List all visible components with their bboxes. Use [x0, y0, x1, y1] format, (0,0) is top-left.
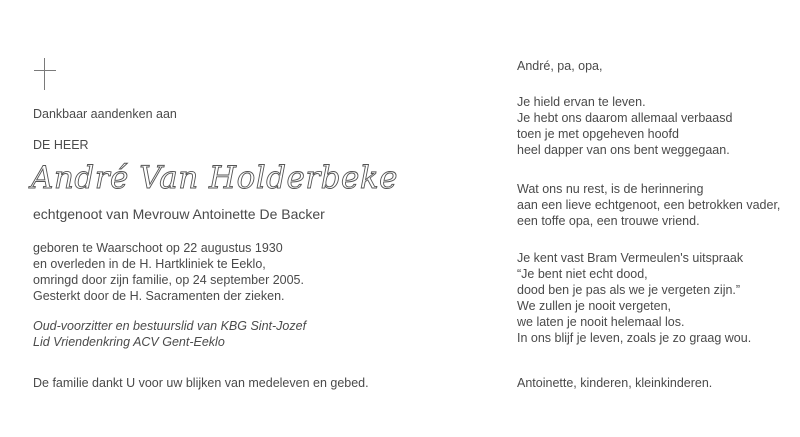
poem-line: dood ben je pas als we je vergeten zijn.”: [517, 283, 741, 297]
salutation-text: André, pa, opa,: [517, 59, 603, 73]
poem-line: “Je bent niet echt dood,: [517, 267, 648, 281]
poem-line: Je hebt ons daarom allemaal verbaasd: [517, 111, 733, 125]
poem-line: We zullen je nooit vergeten,: [517, 299, 672, 313]
poem-line: we laten je nooit helemaal los.: [517, 315, 685, 329]
poem-stanza-1: [517, 94, 732, 158]
bio-line: en overleden in de H. Hartkliniek te Eeklo,: [33, 257, 266, 271]
poem-line: aan een lieve echtgenoot, een betrokken vader,: [517, 198, 781, 212]
poem-stanza-2: [517, 181, 780, 229]
poem-line: Je kent vast Bram Vermeulen's uitspraak: [517, 251, 744, 265]
intro-text: Dankbaar aandenken aan: [33, 107, 177, 121]
role-line: Lid Vriendenkring ACV Gent-Eeklo: [33, 335, 225, 349]
cross-icon: [34, 58, 56, 90]
role-line: Oud-voorzitter en bestuurslid van KBG Sint-Jozef: [33, 319, 307, 333]
title-text: DE HEER: [33, 138, 89, 152]
poem-line: In ons blijf je leven, zoals je zo graag wou.: [517, 331, 752, 345]
poem-line: een toffe opa, een trouwe vriend.: [517, 214, 700, 228]
roles-block: [33, 318, 306, 350]
deceased-name: André Van Holderbeke: [31, 160, 398, 196]
thanks-text: De familie dankt U voor uw blijken van medeleven en gebed.: [33, 376, 369, 390]
signature-text: Antoinette, kinderen, kleinkinderen.: [517, 376, 713, 390]
spouse-text: echtgenoot van Mevrouw Antoinette De Backer: [33, 206, 325, 222]
bio-block: [33, 240, 304, 304]
poem-stanza-3: [517, 250, 751, 346]
poem-line: toen je met opgeheven hoofd: [517, 127, 679, 141]
poem-line: Wat ons nu rest, is de herinnering: [517, 182, 704, 196]
bio-line: geboren te Waarschoot op 22 augustus 1930: [33, 241, 283, 255]
poem-line: Je hield ervan te leven.: [517, 95, 646, 109]
poem-line: heel dapper van ons bent weggegaan.: [517, 143, 730, 157]
bio-line: Gesterkt door de H. Sacramenten der zieken.: [33, 289, 285, 303]
bio-line: omringd door zijn familie, op 24 september 2005.: [33, 273, 304, 287]
